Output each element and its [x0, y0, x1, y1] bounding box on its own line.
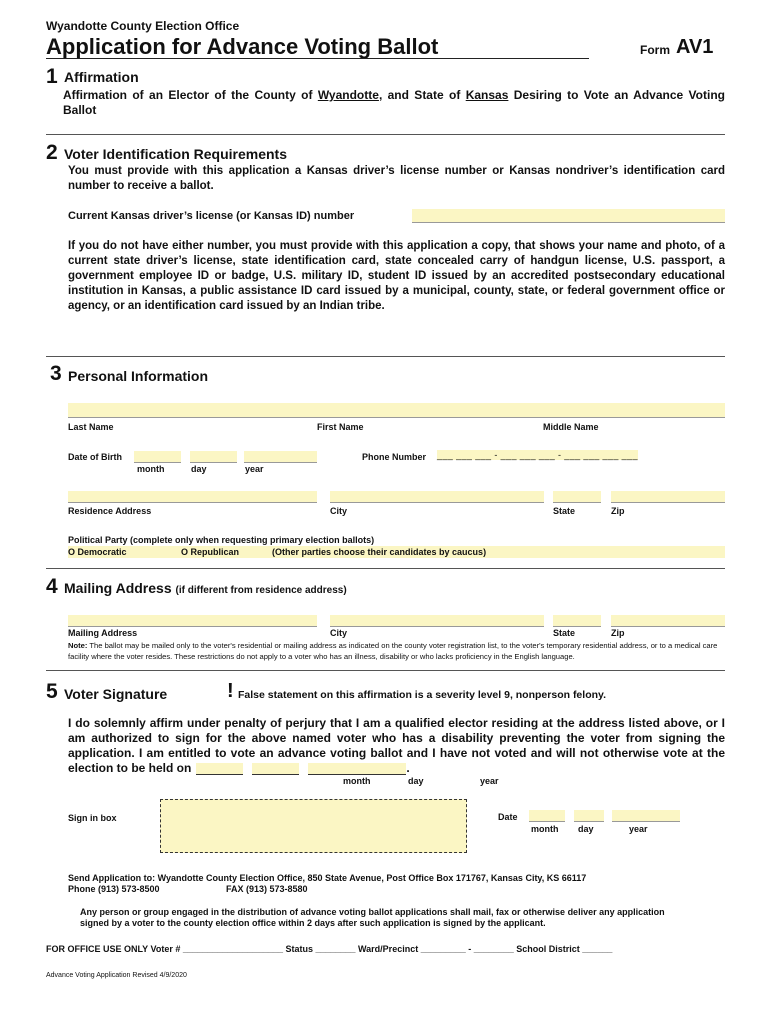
office-fax: FAX (913) 573-8580	[226, 884, 308, 894]
mailing-address-field[interactable]	[68, 615, 317, 627]
mailing-state-field[interactable]	[553, 615, 601, 627]
residence-address-label: Residence Address	[68, 506, 152, 516]
dob-day-label: day	[191, 464, 207, 474]
residence-zip-field[interactable]	[611, 491, 725, 503]
last-name-label: Last Name	[68, 422, 114, 432]
sign-date-month-field[interactable]	[529, 810, 565, 822]
section-3-number: 3	[50, 362, 62, 385]
sign-date-year-field[interactable]	[612, 810, 680, 822]
divider	[46, 670, 725, 671]
office-phone: Phone (913) 573-8500	[68, 884, 160, 894]
election-year-label: year	[480, 776, 499, 786]
mailing-zip-label: Zip	[611, 628, 625, 638]
section-1-number: 1	[46, 65, 58, 88]
title-underline	[46, 58, 589, 59]
phone-label: Phone Number	[362, 452, 427, 462]
section-5-number: 5	[46, 680, 58, 703]
election-day-label: day	[408, 776, 424, 786]
form-id: AV1	[676, 36, 714, 58]
dob-month-label: month	[137, 464, 165, 474]
dob-day-field[interactable]	[190, 451, 237, 463]
section-3-title: Personal Information	[68, 368, 209, 384]
section-4-title: Mailing Address (if different from residence address)	[64, 580, 347, 596]
election-month-field[interactable]	[196, 763, 243, 775]
other-parties-note: (Other parties choose their candidates by caucus)	[272, 547, 487, 557]
residence-state-field[interactable]	[553, 491, 601, 503]
office-use-line: FOR OFFICE USE ONLY Voter # ____________________ Status ________ Ward/Precinct _________ - ________ School District ______	[46, 944, 613, 954]
residence-state-label: State	[553, 506, 576, 516]
license-label: Current Kansas driver’s license (or Kansas ID) number	[68, 210, 355, 222]
office-name: Wyandotte County Election Office	[46, 19, 240, 33]
sign-date-day-label: day	[578, 824, 594, 834]
election-day-field[interactable]	[252, 763, 299, 775]
section-2-number: 2	[46, 141, 58, 164]
residence-city-label: City	[330, 506, 348, 516]
election-month-label: month	[343, 776, 371, 786]
phone-number-field[interactable]: ___ ___ ___ - ___ ___ ___ - ___ ___ ___ ___	[437, 450, 638, 460]
affirmation-statement: I do solemnly affirm under penalty of perjury that I am a qualified elector residing at the address listed above, or I am authorized to sign for the above named voter who has a disability preventing the voter from signing the application. I am entitled to vote an advance voting ballot and I have not voted and will not otherwise vote at the election to be held on .	[68, 716, 725, 775]
mailing-city-label: City	[330, 628, 348, 638]
section-2-title: Voter Identification Requirements	[64, 146, 287, 162]
divider	[46, 356, 725, 357]
mailing-city-field[interactable]	[330, 615, 544, 627]
divider	[46, 134, 725, 135]
signature-box[interactable]	[160, 799, 467, 853]
section-4-number: 4	[46, 575, 58, 598]
mailing-address-label: Mailing Address	[68, 628, 138, 638]
form-title: Application for Advance Voting Ballot	[46, 34, 439, 59]
party-democratic-option[interactable]: O Democratic	[68, 547, 127, 557]
party-title: Political Party (complete only when requesting primary election ballots)	[68, 535, 375, 545]
affirmation-text: Affirmation of an Elector of the County of Wyandotte, and State of Kansas Desiring to Vote an Advance Voting Ballot	[63, 88, 725, 117]
sign-box-label: Sign in box	[68, 813, 117, 823]
distribution-notice: Any person or group engaged in the distribution of advance voting ballot applications shall mail, fax or otherwise deliver any application signed by a voter to the county election office within 2 days after such application is signed by the applicant.	[80, 907, 665, 928]
first-name-label: First Name	[317, 422, 364, 432]
sign-date-year-label: year	[629, 824, 648, 834]
election-year-field[interactable]	[308, 763, 406, 775]
section-4-subtitle: (if different from residence address)	[175, 585, 347, 596]
send-application-line: Send Application to: Wyandotte County Election Office, 850 State Avenue, Post Office Box 171767, Kansas City, KS 66117	[68, 873, 587, 883]
form-label: Form	[640, 43, 670, 57]
revision-note: Advance Voting Application Revised 4/9/2020	[46, 972, 187, 979]
warning-icon: !	[227, 680, 234, 702]
middle-name-label: Middle Name	[543, 422, 599, 432]
party-republican-option[interactable]: O Republican	[181, 547, 240, 557]
license-number-field[interactable]	[412, 209, 725, 223]
divider	[46, 568, 725, 569]
section-1-title: Affirmation	[64, 69, 139, 85]
section-5-title: Voter Signature	[64, 686, 168, 702]
dob-year-label: year	[245, 464, 264, 474]
dob-month-field[interactable]	[134, 451, 181, 463]
mailing-zip-field[interactable]	[611, 615, 725, 627]
residence-zip-label: Zip	[611, 506, 625, 516]
sign-date-day-field[interactable]	[574, 810, 604, 822]
id-requirements-text: You must provide with this application a Kansas driver’s license number or Kansas nondriver’s identification card number to receive a ballot.	[68, 165, 725, 192]
residence-address-field[interactable]	[68, 491, 317, 503]
mailing-state-label: State	[553, 628, 576, 638]
dob-label: Date of Birth	[68, 452, 122, 462]
full-name-field[interactable]	[68, 403, 725, 418]
dob-year-field[interactable]	[244, 451, 317, 463]
sign-date-label: Date	[498, 812, 518, 822]
residence-city-field[interactable]	[330, 491, 544, 503]
alternate-id-text: If you do not have either number, you must provide with this application a copy, that shows your name and photo, of a current state driver’s license, state identification card, state concealed carry of handgun license, U.S. passport, a government employee ID or badge, U.S. military ID, student ID issued by an accredited postsecondary educational institution in Kansas, a public assistance ID card issued by a municipal, county, state, or federal government office or agency, or an identification card issued by an Indian tribe.	[68, 240, 725, 312]
felony-warning: False statement on this affirmation is a severity level 9, nonperson felony.	[238, 689, 606, 701]
mailing-note: Note: The ballot may be mailed only to the voter's residential or mailing address as indicated on the county voter registration list, to the voter's temporary residential address, or to a medical care facility where the voter resides. These restrictions do not apply to a voter who has an illness, disability or who lacks proficiency in the English language.	[68, 641, 718, 661]
sign-date-month-label: month	[531, 824, 559, 834]
